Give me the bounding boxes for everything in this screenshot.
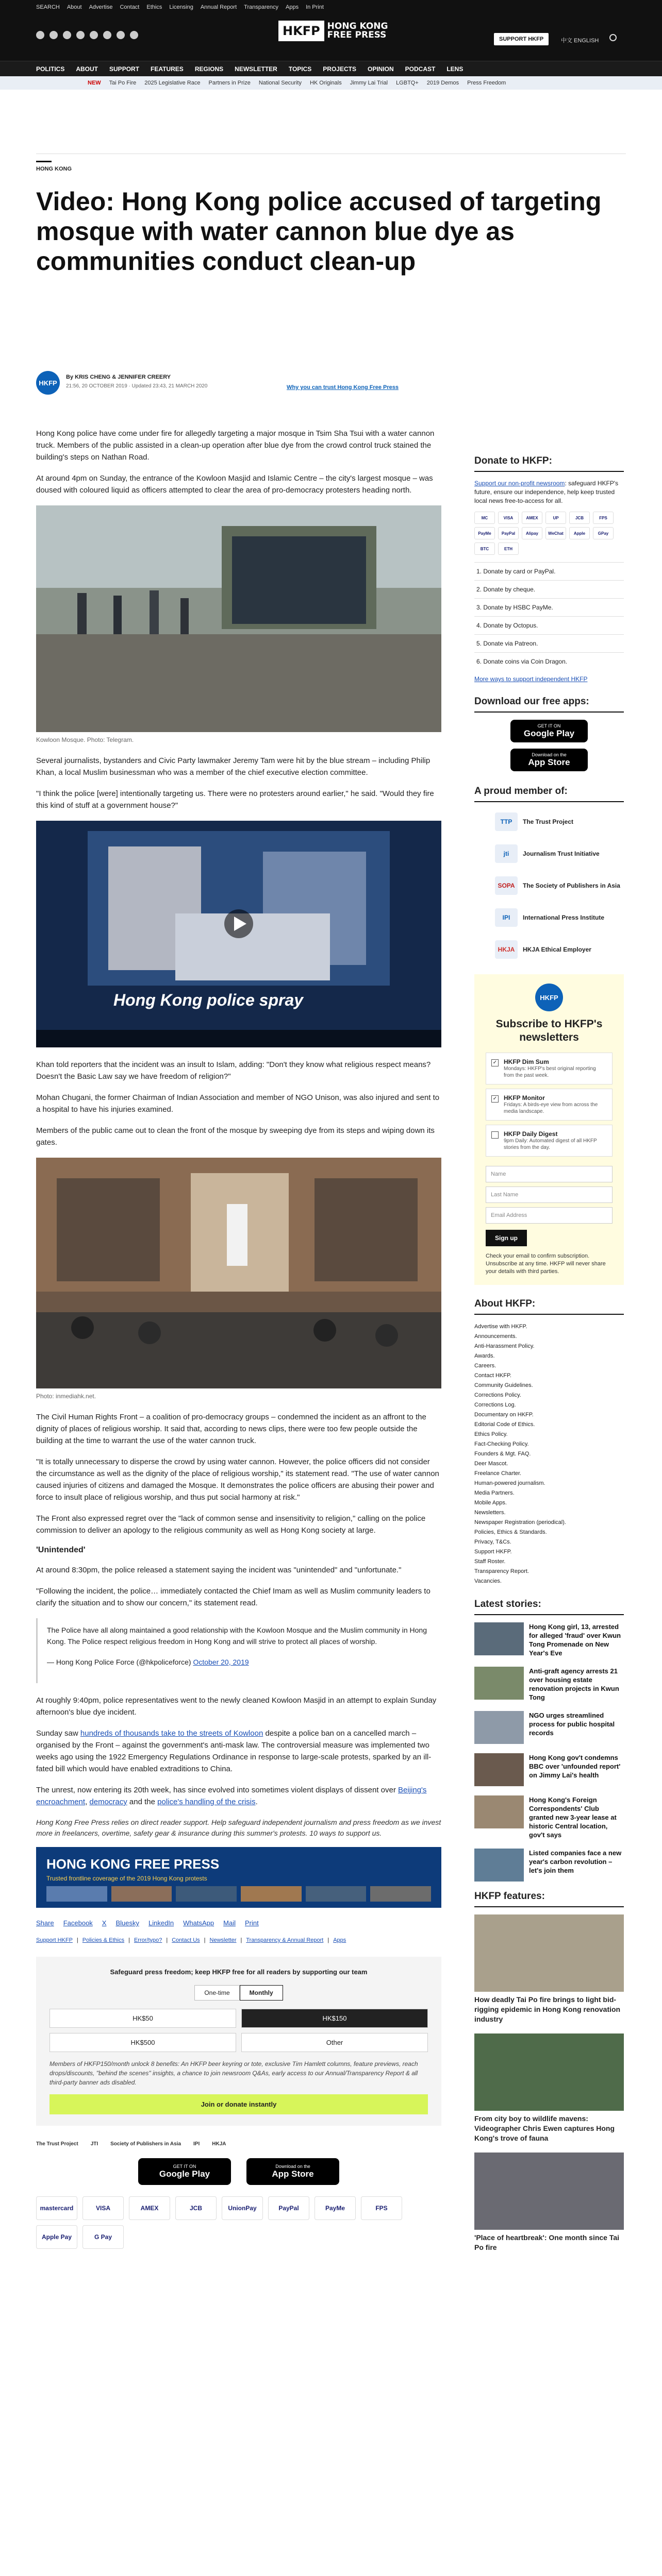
amount-option-other[interactable]: Other [241, 2033, 428, 2052]
latest-story[interactable]: NGO urges streamlined process for public hospital records [474, 1711, 624, 1744]
member-logo[interactable]: jti Journalism Trust Initiative [495, 841, 624, 866]
card-logo: ETH [498, 543, 519, 555]
linkedin-icon[interactable] [90, 31, 98, 39]
inline-link[interactable]: Beijing's encroachment [36, 1786, 427, 1806]
topbar-link-about[interactable]: About [67, 4, 82, 10]
newsletter-option[interactable]: HKFP Daily Digest 9pm Daily: Automated digest of all HKFP stories from the day. [486, 1125, 613, 1157]
checkbox-icon[interactable] [491, 1131, 499, 1139]
about-link[interactable]: Advertise with HKFP. [474, 1324, 527, 1330]
embedded-video[interactable] [36, 821, 441, 1047]
payment-methods [36, 2196, 441, 2249]
about-link[interactable]: Transparency Report. [474, 1568, 529, 1574]
checkbox-icon[interactable]: ✓ [491, 1059, 499, 1066]
nav-politics[interactable]: POLITICS [36, 65, 65, 73]
features-heading: HKFP features: [474, 1891, 624, 1907]
photo-caption: Photo: inmediahk.net. [36, 1393, 96, 1400]
about-link[interactable]: Founders & Mgt. FAQ. [474, 1451, 531, 1457]
donate-text: Support our non-profit newsroom: safeguard HKFP's future, ensure our independence, help keep trusted local news free-to-access for all. [474, 480, 619, 504]
app-store-button[interactable]: Download on the App Store [246, 2158, 339, 2185]
sidebar-app-buttons [474, 720, 624, 771]
paragraph: The Front also expressed regret over the "lack of common sense and insensitivity to religion," calling on the police commission to deliver an apology to the religious community as well as Hong Kong society at large. [36, 1514, 426, 1535]
trust-logo[interactable]: IPI [193, 2141, 200, 2147]
about-link[interactable]: Media Partners. [474, 1490, 515, 1496]
logo-text: HONG KONG FREE PRESS [327, 21, 388, 40]
story-thumbnail [474, 1753, 524, 1786]
membership-note: Members of HKFP150/month unlock 8 benefits: An HKFP beer keyring or tote, exclusive Tim Hamlett columns, feature previews, reach drops/discounts, "behind the scenes" insights, a chance to join newsroom Q&As, early access to our Annual/Transparency Report & all third-party banner ads disabled. [49, 2060, 418, 2086]
trending-item[interactable]: National Security [258, 80, 302, 86]
instagram-icon[interactable] [63, 31, 71, 39]
inline-link[interactable]: hundreds of thousands take to the streets of Kowloon [80, 1729, 263, 1738]
paragraph: Hong Kong police have come under fire for allegedly targeting a major mosque in Tsim Sha Tsui with a water cannon truck. Members of the public assisted in a clean-up operation after blue dye from the crowd control truck stained the building's steps on Nathan Road. [36, 429, 435, 462]
card-logo: Apple [569, 527, 590, 539]
feature-story[interactable]: 'Place of heartbreak': One month since Tai Po fire [474, 2153, 624, 2252]
story-thumbnail [474, 1795, 524, 1828]
trending-item[interactable]: Jimmy Lai Trial [350, 80, 388, 86]
cleanup-photo [36, 1158, 441, 1388]
byline [36, 371, 207, 395]
trending-item[interactable]: 2019 Demos [426, 80, 459, 86]
about-link[interactable]: Privacy, T&Cs. [474, 1539, 511, 1545]
category-rule [36, 161, 52, 162]
amount-option[interactable]: HK$500 [49, 2033, 236, 2052]
payment-logo: AMEX [129, 2196, 170, 2220]
first-name-input[interactable]: Name [486, 1166, 613, 1182]
footer-link[interactable]: Support HKFP [36, 1937, 73, 1943]
paragraph: The Civil Human Rights Front – a coalition of pro-democracy groups – condemned the incident as an affront to the dignity of places of religious worship. It said that, according to news clips, there were too few people outside the building at the time to warrant the use of the water cannon truck. [36, 1413, 426, 1445]
payment-logo: JCB [175, 2196, 217, 2220]
share-mail[interactable]: Mail [223, 1919, 236, 1927]
donate-title: Safeguard press freedom; keep HKFP free for all readers by supporting our team [110, 1968, 368, 1976]
article-title: Video: Hong Kong police accused of targeting mosque with water cannon blue dye as communities conduct clean-up [36, 187, 602, 276]
trust-logo[interactable]: HKJA [212, 2141, 226, 2147]
share-facebook[interactable]: Facebook [63, 1919, 93, 1927]
card-logo: BTC [474, 543, 495, 555]
about-links [474, 1322, 624, 1586]
payment-logo: mastercard [36, 2196, 77, 2220]
paragraph: Sunday saw hundreds of thousands take to the streets of Kowloon despite a police ban on a cancelled march – organised by the Front – against the government's anti-mask law. The controversial measure was implemented two weeks ago using the 1922 Emergency Regulations Ordinance in response to large-scale protests, sparked by an ill-fated bill which would have enabled extraditions to China. [36, 1729, 432, 1773]
payment-logo: PayMe [315, 2196, 356, 2220]
support-hkfp-button[interactable]: SUPPORT HKFP [494, 33, 549, 45]
support-note: Hong Kong Free Press relies on direct reader support. Help safeguard independent journalism and press freedom as we invest more in freelancers, overtime, safety gear & insurance during this summer's protests. 10 ways to support us. [36, 1818, 441, 1837]
about-link[interactable]: Vacancies. [474, 1578, 502, 1584]
about-link[interactable]: Ethics Policy. [474, 1431, 508, 1437]
card-logo: WeChat [545, 527, 566, 539]
email-input[interactable]: Email Address [486, 1207, 613, 1224]
feature-story[interactable]: How deadly Tai Po fire brings to light bid-rigging epidemic in Hong Kong renovation industry [474, 1914, 624, 2024]
search-link[interactable]: SEARCH [36, 4, 60, 10]
topbar-link-in-print[interactable]: In Print [306, 4, 324, 10]
about-link[interactable]: Awards. [474, 1353, 495, 1359]
app-store-button[interactable]: Download on the App Store [510, 749, 588, 771]
about-link[interactable]: Corrections Policy. [474, 1392, 521, 1398]
about-link[interactable]: Staff Roster. [474, 1558, 506, 1565]
donate-option[interactable]: 1. Donate by card or PayPal. [474, 562, 624, 580]
main-nav [0, 61, 662, 76]
member-logo[interactable]: TTP The Trust Project [495, 809, 624, 834]
card-logo: JCB [569, 512, 590, 524]
story-thumbnail [474, 1622, 524, 1655]
paragraph: "Following the incident, the police… immediately contacted the Chief Imam as well as Muslim community leaders to clarify the situation and to show our concern," its statement read. [36, 1587, 431, 1607]
donate-link[interactable]: Support our non-profit newsroom [474, 480, 565, 487]
why-trust-link[interactable]: Why you can trust Hong Kong Free Press [287, 384, 399, 391]
share-whatsapp[interactable]: WhatsApp [183, 1919, 214, 1927]
card-logo: GPay [593, 527, 614, 539]
about-link[interactable]: Policies, Ethics & Standards. [474, 1529, 547, 1535]
ipi-icon: IPI [495, 908, 518, 927]
about-link[interactable]: Newsletters. [474, 1510, 506, 1516]
about-link[interactable]: Announcements. [474, 1333, 517, 1340]
member-heading: A proud member of: [474, 786, 624, 802]
tweet-attribution: — Hong Kong Police Force (@hkpoliceforce) October 20, 2019 [47, 1658, 249, 1666]
article-body [36, 428, 441, 2249]
mosque-photo [36, 505, 441, 732]
top-utility-bar [0, 0, 662, 14]
inline-donate-box [36, 1957, 441, 2126]
video-controls[interactable] [36, 1030, 441, 1047]
video-title-overlay: Hong Kong police spray [113, 991, 304, 1009]
nav-support[interactable]: SUPPORT [109, 65, 140, 73]
trending-item[interactable]: 2025 Legislative Race [144, 80, 201, 86]
about-link[interactable]: Contact HKFP. [474, 1372, 511, 1379]
tweet-text: The Police have all along maintained a good relationship with the Kowloon Mosque and the Muslim community in Hong Kong. The Police respect religious freedom in Hong Kong and will strive to protect all places of worship. [47, 1626, 427, 1646]
search-icon[interactable] [609, 34, 617, 41]
youtube-icon[interactable] [76, 31, 85, 39]
paragraph: Khan told reporters that the incident was an insult to Islam, adding: "Don't they know what religious respect means? Doesn't the Basic Law say we have freedom of religion?" [36, 1060, 431, 1081]
about-link[interactable]: Editorial Code of Ethics. [474, 1421, 535, 1428]
latest-story[interactable]: Anti-graft agency arrests 21 over housing estate renovation projects in Kwun Tong [474, 1667, 624, 1702]
footer-link[interactable]: Policies & Ethics [82, 1937, 125, 1943]
latest-story[interactable]: Hong Kong's Foreign Correspondents' Club granted new 3-year lease at historic Central location, gov't says [474, 1795, 624, 1839]
embedded-tweet [36, 1618, 441, 1683]
share-bluesky[interactable]: Bluesky [115, 1919, 139, 1927]
about-link[interactable]: Anti-Harassment Policy. [474, 1343, 535, 1349]
newsletter-title: Subscribe to HKFP's newsletters [495, 1018, 603, 1043]
trending-item[interactable]: Partners in Prize [208, 80, 251, 86]
paragraph: "It is totally unnecessary to disperse the crowd by using water cannon. However, the police officers did not consider the circumstance as well as the dignity of the place of religious worship," its statement read. "The use of water cannon caused injuries of citizens and damaged the Mosque. It demonstrates the police officers are abusing their power and force to insult place of religious worship, and thus put social harmony at risk." [36, 1458, 439, 1502]
payment-logo: G Pay [82, 2225, 124, 2249]
trust-project-icon: TTP [495, 812, 518, 831]
footer-link[interactable]: Apps [333, 1937, 346, 1943]
share-linkedin[interactable]: LinkedIn [148, 1919, 174, 1927]
nav-topics[interactable]: TOPICS [288, 65, 312, 73]
about-link[interactable]: Mobile Apps. [474, 1500, 507, 1506]
x-icon[interactable] [49, 31, 58, 39]
payment-logo: Apple Pay [36, 2225, 77, 2249]
nav-podcast[interactable]: PODCAST [405, 65, 436, 73]
card-logo: PayMe [474, 527, 495, 539]
card-logo: VISA [498, 512, 519, 524]
card-logos [474, 512, 624, 555]
tweet-date-link[interactable]: October 20, 2019 [193, 1658, 249, 1666]
feature-story[interactable]: From city boy to wildlife mavens: Videographer Chris Ewen captures Hong Kong's trove of fauna [474, 2033, 624, 2143]
trust-logo[interactable]: The Trust Project [36, 2141, 78, 2147]
photo-illustration [36, 505, 441, 732]
banner-subtitle: Trusted frontline coverage of the 2019 Hong Kong protests [46, 1875, 207, 1882]
latest-story[interactable]: Listed companies face a new year's carbon revolution – let's join them [474, 1849, 624, 1882]
about-link[interactable]: Documentary on HKFP. [474, 1412, 534, 1418]
banner-title: HONG KONG FREE PRESS [46, 1856, 220, 1872]
share-label[interactable]: Share [36, 1919, 54, 1927]
paragraph: At around 8:30pm, the police released a statement saying the incident was "unintended" and "unfortunate." [36, 1566, 402, 1574]
last-name-input[interactable]: Last Name [486, 1187, 613, 1203]
about-link[interactable]: Support HKFP. [474, 1549, 512, 1555]
amount-option[interactable]: HK$50 [49, 2009, 236, 2028]
sidebar [474, 455, 624, 2262]
trending-label: NEW [88, 80, 101, 86]
video-frame [36, 821, 441, 1047]
author-names[interactable]: By KRIS CHENG & JENNIFER CREERY [66, 374, 171, 380]
payment-logo: UnionPay [222, 2196, 263, 2220]
threads-icon[interactable] [103, 31, 111, 39]
footer-link[interactable]: Error/typo? [134, 1937, 162, 1943]
newsletter-logo: HKFP [535, 984, 563, 1011]
facebook-icon[interactable] [36, 31, 44, 39]
footer-links: Support HKFP | Policies & Ethics | Error/typo? | Contact Us | Newsletter | Transparency & Annual Report | Apps [36, 1937, 346, 1943]
checkbox-icon[interactable]: ✓ [491, 1095, 499, 1103]
language-switch[interactable]: 中文 ENGLISH [561, 38, 599, 44]
nav-projects[interactable]: PROJECTS [323, 65, 356, 73]
card-logo: PayPal [498, 527, 519, 539]
topbar-link-transparency[interactable]: Transparency [244, 4, 278, 10]
trust-logo[interactable]: Society of Publishers in Asia [110, 2141, 181, 2147]
newsletter-signup [474, 974, 624, 1285]
nav-features[interactable]: FEATURES [151, 65, 184, 73]
story-thumbnail [474, 1667, 524, 1700]
google-play-button[interactable]: GET IT ON Google Play [138, 2158, 231, 2185]
sopa-icon: SOPA [495, 876, 518, 895]
paragraph: At roughly 9:40pm, police representatives went to the newly cleaned Kowloon Masjid in an attempt to explain Sunday afternoon's blue dye incident. [36, 1696, 437, 1717]
newsletter-option[interactable]: ✓ HKFP Dim Sum Mondays: HKFP's best original reporting from the past week. [486, 1053, 613, 1084]
about-link[interactable]: Community Guidelines. [474, 1382, 533, 1388]
bluesky-icon[interactable] [130, 31, 138, 39]
social-links [36, 31, 138, 39]
feature-image [474, 1914, 624, 1992]
paragraph: Mohan Chugani, the former Chairman of Indian Association and member of NGO Unison, was also injured and sent to a hospital to have his injuries examined. [36, 1093, 440, 1114]
inline-link[interactable]: democracy [89, 1798, 127, 1806]
topbar-link-licensing[interactable]: Licensing [169, 4, 193, 10]
about-link[interactable]: Newspaper Registration (periodical). [474, 1519, 566, 1526]
about-heading: About HKFP: [474, 1298, 624, 1315]
amount-options [49, 2009, 428, 2052]
paragraph: Members of the public came out to clean the front of the mosque by sweeping dye from its steps and wiping down its gates. [36, 1126, 435, 1147]
google-play-button[interactable]: GET IT ON Google Play [510, 720, 588, 742]
trending-item[interactable]: LGBTQ+ [396, 80, 419, 86]
newsletter-disclaimer: Check your email to confirm subscription. Unsubscribe at any time. HKFP will never share your details with third parties. [486, 1253, 606, 1275]
member-logo[interactable]: SOPA The Society of Publishers in Asia [495, 873, 624, 898]
donate-option[interactable]: 4. Donate by Octopus. [474, 616, 624, 634]
toggle-monthly[interactable]: Monthly [240, 1985, 283, 2001]
paragraph: The unrest, now entering its 20th week, has since evolved into sometimes violent displays of dissent over Beijing's encroachment, democracy and the police's handling of the crisis. [36, 1786, 427, 1806]
paragraph: At around 4pm on Sunday, the entrance of the Kowloon Masjid and Islamic Centre – the city's largest mosque – was doused with coloured liquid as officers attempted to clear the area of pro-democracy protesters heading north. [36, 474, 433, 495]
topbar-link-apps[interactable]: Apps [286, 4, 299, 10]
newsletter-option[interactable]: ✓ HKFP Monitor Fridays: A birds-eye view from across the media landscape. [486, 1089, 613, 1121]
topbar-link-contact[interactable]: Contact [120, 4, 140, 10]
latest-story[interactable]: Hong Kong girl, 13, arrested for alleged 'fraud' over Kwun Tong Promenade on New Year's Eve [474, 1622, 624, 1657]
paragraph: "I think the police [were] intentionally targeting us. There were no protesters around earlier," he said. "Would they fire this kind of stuff at a government house?" [36, 789, 434, 810]
footer-link[interactable]: Newsletter [209, 1937, 237, 1943]
payment-logo: FPS [361, 2196, 402, 2220]
about-link[interactable]: Careers. [474, 1363, 496, 1369]
hkja-icon: HKJA [495, 940, 518, 959]
apps-heading: Download our free apps: [474, 696, 624, 713]
about-link[interactable]: Deer Mascot. [474, 1461, 508, 1467]
about-link[interactable]: Freelance Charter. [474, 1470, 522, 1477]
frequency-toggle [49, 1985, 428, 2001]
topbar-link-annual-report[interactable]: Annual Report [200, 4, 237, 10]
donate-option[interactable]: 5. Donate via Patreon. [474, 634, 624, 652]
site-logo[interactable] [278, 21, 388, 41]
payment-logo: PayPal [268, 2196, 309, 2220]
logo-mark: HKFP [278, 21, 324, 41]
donate-option[interactable]: 3. Donate by HSBC PayMe. [474, 598, 624, 616]
nav-lens[interactable]: LENS [446, 65, 464, 73]
story-thumbnail [474, 1711, 524, 1744]
signup-button[interactable]: Sign up [486, 1230, 527, 1246]
donate-heading: Donate to HKFP: [474, 455, 624, 472]
more-ways-link[interactable]: More ways to support independent HKFP [474, 675, 588, 683]
nav-newsletter[interactable]: NEWSLETTER [235, 65, 277, 73]
inline-link[interactable]: police's handling of the crisis [157, 1798, 256, 1806]
trending-item[interactable]: Tai Po Fire [109, 80, 137, 86]
app-buttons [36, 2158, 441, 2185]
join-donate-button[interactable]: Join or donate instantly [49, 2094, 428, 2114]
footer-link[interactable]: Contact Us [172, 1937, 200, 1943]
story-thumbnail [474, 1849, 524, 1882]
nav-about[interactable]: ABOUT [76, 65, 98, 73]
trust-logo[interactable]: JTI [90, 2141, 98, 2147]
feature-image [474, 2033, 624, 2111]
feature-image [474, 2153, 624, 2230]
photo-caption: Kowloon Mosque. Photo: Telegram. [36, 736, 134, 743]
about-link[interactable]: Human-powered journalism. [474, 1480, 545, 1486]
share-x[interactable]: X [102, 1919, 107, 1927]
footer-link[interactable]: Transparency & Annual Report [246, 1937, 324, 1943]
photo-illustration [36, 1158, 441, 1388]
donate-option[interactable]: 6. Donate coins via Coin Dragon. [474, 652, 624, 670]
card-logo: MC [474, 512, 495, 524]
toggle-one-time[interactable]: One-time [194, 1985, 239, 2001]
trending-bar [0, 76, 662, 90]
author-avatar: HKFP [36, 371, 60, 395]
share-print[interactable]: Print [244, 1919, 259, 1927]
latest-heading: Latest stories: [474, 1599, 624, 1615]
latest-story[interactable]: Hong Kong gov't condemns BBC over 'unfounded report' on Jimmy Lai's health [474, 1753, 624, 1786]
banner-thumbnails [46, 1886, 431, 1902]
trust-logos [36, 2141, 441, 2147]
amount-option-selected[interactable]: HK$150 [241, 2009, 428, 2028]
about-link[interactable]: Corrections Log. [474, 1402, 516, 1408]
card-logo: AMEX [522, 512, 542, 524]
payment-logo: VISA [82, 2196, 124, 2220]
member-logo[interactable]: HKJA HKJA Ethical Employer [495, 937, 624, 962]
topbar-link-advertise[interactable]: Advertise [89, 4, 113, 10]
donate-option[interactable]: 2. Donate by cheque. [474, 580, 624, 598]
nav-opinion[interactable]: OPINION [367, 65, 394, 73]
jti-icon: jti [495, 844, 518, 863]
telegram-icon[interactable] [117, 31, 125, 39]
member-logo[interactable]: IPI International Press Institute [495, 905, 624, 930]
trending-item[interactable]: HK Originals [309, 80, 342, 86]
nav-regions[interactable]: REGIONS [194, 65, 224, 73]
support-banner[interactable] [36, 1847, 441, 1908]
about-link[interactable]: Fact-Checking Policy. [474, 1441, 529, 1447]
topbar-link-ethics[interactable]: Ethics [146, 4, 162, 10]
card-logo: Alipay [522, 527, 542, 539]
section-subheading: 'Unintended' [36, 1546, 86, 1554]
card-logo: UP [545, 512, 566, 524]
publish-date: 21:56, 20 OCTOBER 2019 · Updated 23:43, 21 MARCH 2020 [66, 383, 208, 389]
trending-item[interactable]: Press Freedom [467, 80, 506, 86]
share-bar [36, 1919, 441, 1927]
article-category[interactable]: HONG KONG [36, 166, 72, 172]
paragraph: Several journalists, bystanders and Civic Party lawmaker Jeremy Tam were hit by the blue stream – including Philip Khan, a local Muslim businessman who was a member of the chief executive election committee. [36, 756, 431, 777]
card-logo: FPS [593, 512, 614, 524]
